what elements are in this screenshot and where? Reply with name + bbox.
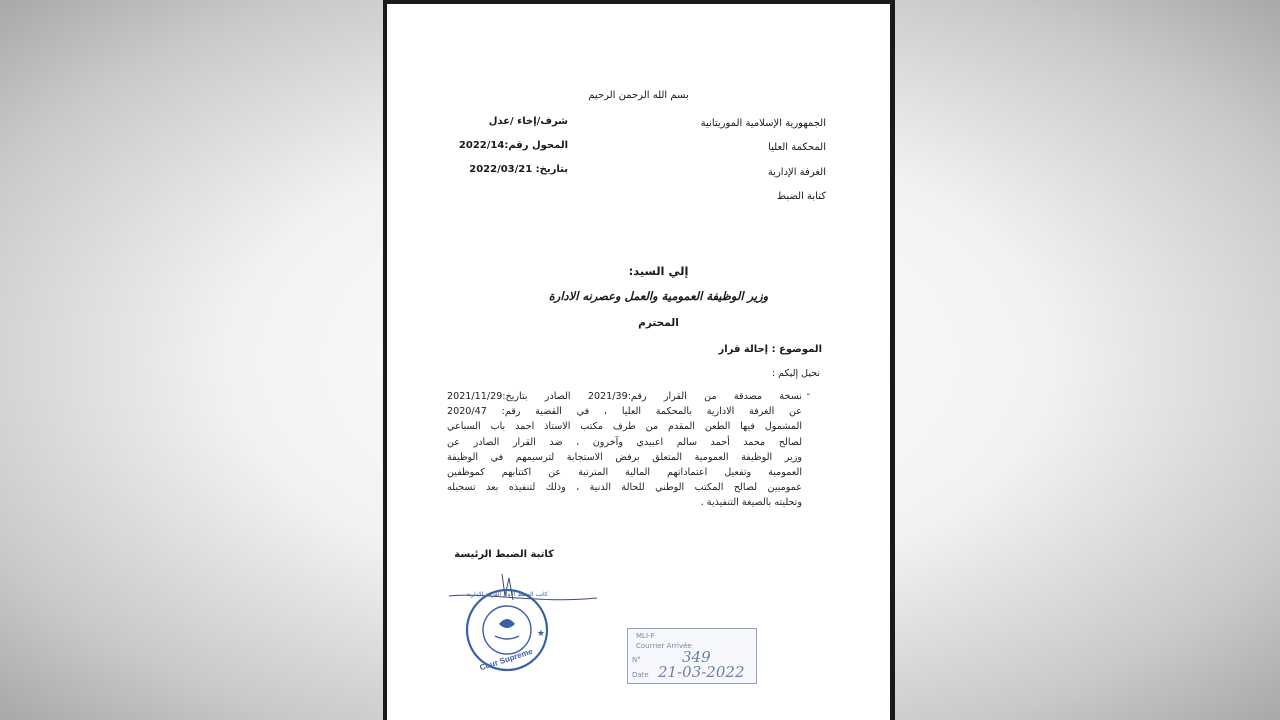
header-motto: شرف/إخاء /عدل (488, 116, 568, 127)
seal-star-icon: ★ (536, 629, 545, 639)
stamp-number-label: N° (632, 656, 641, 664)
header-reference: المحول رقم:2022/14 (458, 140, 568, 151)
addressee-minister: وزير الوظيفة العمومية والعمل وعصرنه الادارة (548, 289, 769, 303)
seal-emblem-icon (499, 619, 515, 628)
stamp-date-label: Date (632, 671, 649, 679)
header-court: المحكمة العليا (768, 142, 826, 153)
body-line: المشمول فيها الطعن المقدم من طرف مكتب الاستاذ احمد باب السباعي (447, 421, 802, 433)
body-line: لصالح محمد أحمد سالم اعبيدي وآخرون ، ضد القرار الصادر عن (447, 436, 802, 448)
body-line: العمومية وتفعيل اعتماداتهم المالية المترتبة عن اكتتابهم كموظفين (447, 467, 802, 479)
document-frame (383, 0, 895, 720)
seal-arabic-text: كاتب الضبط الأول الغرفة الإدارية (466, 591, 548, 598)
intro-line: نحيل إليكم : (771, 368, 820, 379)
stamp-line1: MLI-F (636, 632, 655, 640)
seal-crescent-icon (495, 636, 519, 639)
reception-stamp (627, 628, 757, 684)
stamp-line2: Courrier Arrivée (636, 642, 692, 650)
body-line: عموميين لصالح المكتب الوطني للحالة الدنية ، وذلك لتنفيذه بعد تسجيله (447, 482, 802, 494)
body-paragraph (447, 389, 802, 511)
body-line: نسخة مصدقة من القرار رقم:2021/39 الصادر بتاريخ:2021/11/29 (447, 391, 802, 402)
addressee-honorific: المحترم (638, 317, 679, 329)
court-seal (447, 574, 617, 684)
subject-line: الموضوع : إحالة قرار (718, 344, 822, 355)
body-line: وزير الوظيفة العمومية المتعلق برفض الاستجابة لترسيمهم في الوظيفة (447, 451, 802, 463)
body-line: عن الغرفة الادارية بالمحكمة العليا ، في القضية رقم: 2020/47 (447, 406, 802, 418)
addressee-to: إلي السيد: (628, 264, 689, 278)
stamp-number-value: 349 (682, 648, 711, 666)
header-date: بتاريخ: 2022/03/21 (469, 164, 568, 175)
stamp-date-value: 21-03-2022 (658, 663, 745, 681)
bismillah-line: بسم الله الرحمن الرحيم (588, 90, 689, 101)
header-country: الجمهورية الإسلامية الموريتانية (700, 118, 826, 129)
body-line: وتحليته بالصيغة التنفيذية . (700, 497, 802, 509)
header-office: كتابة الضبط (776, 191, 826, 202)
signature-title: كاتبة الضبط الرئيسة (454, 549, 554, 560)
seal-latin-text: Cour Supreme (478, 646, 534, 673)
seal-inner-ring (483, 606, 531, 654)
header-chamber: الغرفة الإدارية (767, 167, 826, 178)
document-page (387, 4, 890, 720)
bullet-dash: - (806, 389, 810, 400)
